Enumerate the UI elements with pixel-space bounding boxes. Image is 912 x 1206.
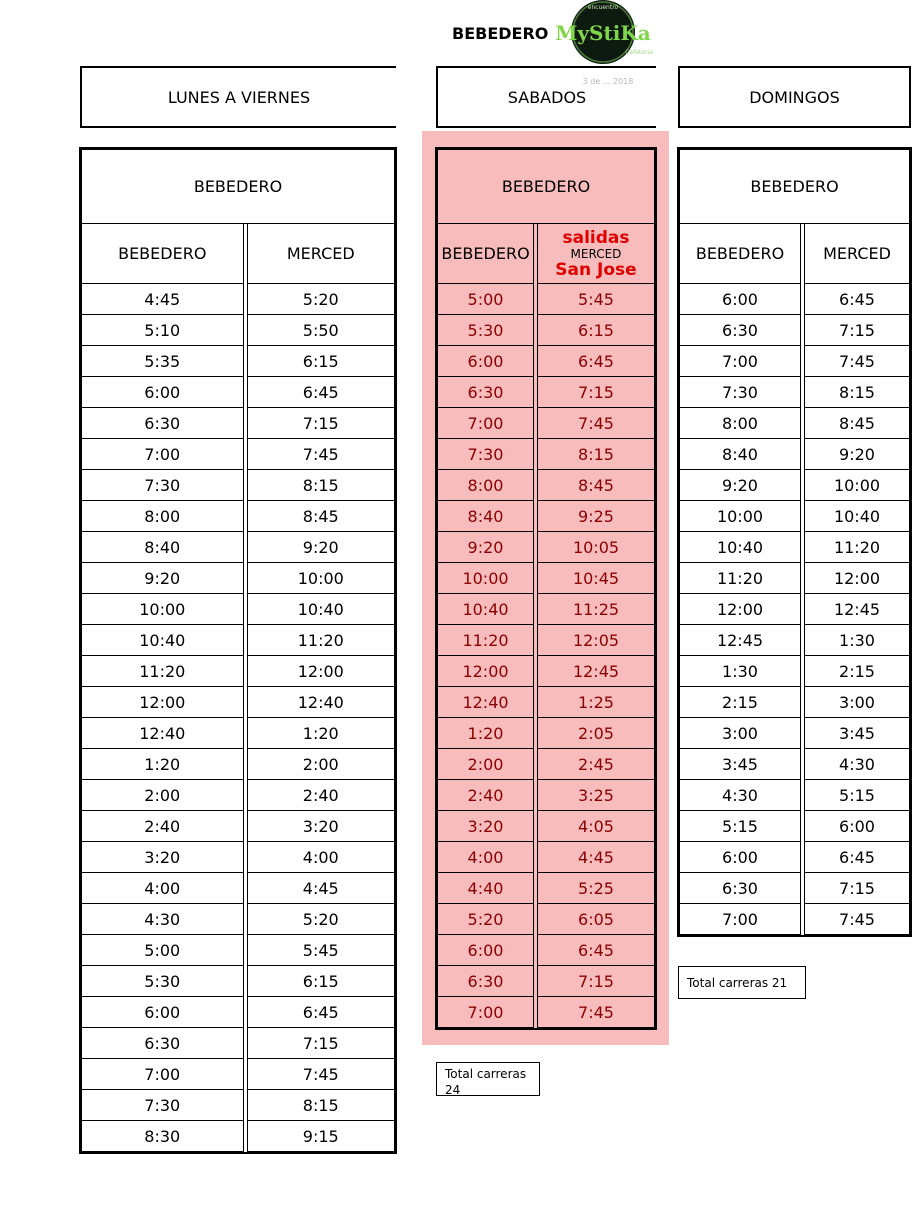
saturday-departure-time: 12:00 [438,656,534,687]
sunday-departure-time: 8:00 [680,408,801,439]
logo-top-text: encuentro [587,4,619,11]
weekdays-merced-time: 11:20 [247,625,394,656]
saturday-col1-header: BEBEDERO [438,224,534,284]
sunday-departure-time: 6:30 [680,315,801,346]
weekdays-rows [82,284,395,1152]
table-row [438,935,655,966]
table-row [680,811,910,842]
table-row [680,470,910,501]
saturday-merced-time: 2:05 [538,718,655,749]
sunday-departure-time: 11:20 [680,563,801,594]
saturday-rows [438,284,655,1028]
sunday-departure-time: 12:00 [680,594,801,625]
weekdays-departure-time: 3:20 [82,842,244,873]
table-row [680,439,910,470]
weekdays-departure-time: 2:40 [82,811,244,842]
sunday-merced-time: 9:20 [805,439,910,470]
table-row [82,811,395,842]
sunday-merced-time: 6:45 [805,842,910,873]
saturday-merced-time: 4:05 [538,811,655,842]
table-row [82,625,395,656]
table-row [680,780,910,811]
weekdays-departure-time: 6:00 [82,997,244,1028]
table-row [680,873,910,904]
sunday-header: DOMINGOS [678,66,911,128]
saturday-merced-time: 5:45 [538,284,655,315]
table-row [82,470,395,501]
sunday-merced-time: 4:30 [805,749,910,780]
table-row [438,315,655,346]
table-row [82,563,395,594]
table-row [680,749,910,780]
table-row [438,532,655,563]
weekdays-departure-time: 5:35 [82,346,244,377]
weekdays-departure-time: 9:20 [82,563,244,594]
saturday-merced-time: 8:45 [538,470,655,501]
sunday-col2-header: MERCED [805,224,910,284]
table-row [438,346,655,377]
table-row [680,563,910,594]
sunday-rows [680,284,910,935]
weekdays-departure-time: 10:40 [82,625,244,656]
saturday-departure-time: 8:00 [438,470,534,501]
weekdays-merced-time: 5:45 [247,935,394,966]
saturday-departure-time: 7:00 [438,408,534,439]
weekdays-merced-time: 8:15 [247,470,394,501]
sunday-departure-time: 6:00 [680,284,801,315]
table-row [82,346,395,377]
weekdays-merced-time: 12:40 [247,687,394,718]
weekdays-departure-time: 12:00 [82,687,244,718]
table-row [82,687,395,718]
sunday-departure-time: 10:40 [680,532,801,563]
weekdays-merced-time: 8:45 [247,501,394,532]
sunday-merced-time: 10:40 [805,501,910,532]
table-row [82,1090,395,1121]
sunday-departure-time: 7:30 [680,377,801,408]
weekdays-merced-time: 2:00 [247,749,394,780]
table-row [680,904,910,935]
weekdays-departure-time: 8:30 [82,1121,244,1152]
weekdays-departure-time: 5:30 [82,966,244,997]
weekdays-departure-time: 7:30 [82,470,244,501]
table-row [82,780,395,811]
table-row [438,842,655,873]
sunday-departure-time: 3:45 [680,749,801,780]
table-row [680,284,910,315]
saturday-departure-time: 6:30 [438,377,534,408]
sunday-merced-time: 8:15 [805,377,910,408]
saturday-merced-label: MERCED [570,246,622,261]
table-row [82,284,395,315]
table-row [82,377,395,408]
weekdays-departure-time: 4:30 [82,904,244,935]
table-row [438,594,655,625]
saturday-merced-time: 6:15 [538,315,655,346]
saturday-departure-time: 2:40 [438,780,534,811]
weekdays-departure-time: 7:30 [82,1090,244,1121]
saturday-departure-time: 2:00 [438,749,534,780]
weekdays-merced-time: 6:15 [247,966,394,997]
saturday-departure-time: 8:40 [438,501,534,532]
saturday-merced-time: 4:45 [538,842,655,873]
page-title: BEBEDERO [452,24,549,43]
sunday-merced-time: 12:45 [805,594,910,625]
saturday-merced-time: 12:05 [538,625,655,656]
table-row [438,873,655,904]
weekdays-departure-time: 11:20 [82,656,244,687]
table-row [438,687,655,718]
weekdays-merced-time: 6:45 [247,997,394,1028]
weekdays-merced-time: 9:15 [247,1121,394,1152]
table-row [438,904,655,935]
weekdays-merced-time: 7:15 [247,1028,394,1059]
saturday-merced-time: 7:15 [538,966,655,997]
weekdays-departure-time: 10:00 [82,594,244,625]
saturday-subheader: BEBEDERO [438,150,655,224]
table-row [680,718,910,749]
saturday-merced-time: 11:25 [538,594,655,625]
table-row [680,656,910,687]
sunday-merced-time: 5:15 [805,780,910,811]
weekdays-subheader: BEBEDERO [82,150,395,224]
weekdays-departure-time: 6:00 [82,377,244,408]
sunday-departure-time: 6:00 [680,842,801,873]
saturday-merced-time: 8:15 [538,439,655,470]
table-row [680,532,910,563]
table-row [438,439,655,470]
table-row [82,718,395,749]
table-row [82,501,395,532]
sunday-departure-time: 4:30 [680,780,801,811]
saturday-merced-time: 7:45 [538,997,655,1028]
table-row [680,501,910,532]
weekdays-col1-header: BEBEDERO [82,224,244,284]
sunday-departure-time: 1:30 [680,656,801,687]
sunday-merced-time: 12:00 [805,563,910,594]
table-row [438,749,655,780]
table-row [82,842,395,873]
sunday-subheader: BEBEDERO [680,150,910,224]
table-row [438,997,655,1028]
saturday-merced-time: 3:25 [538,780,655,811]
saturday-merced-time: 2:45 [538,749,655,780]
weekdays-merced-time: 6:15 [247,346,394,377]
weekdays-departure-time: 12:40 [82,718,244,749]
sunday-departure-time: 9:20 [680,470,801,501]
table-row [438,501,655,532]
table-row [438,625,655,656]
weekdays-header: LUNES A VIERNES [80,66,396,128]
saturday-merced-time: 7:45 [538,408,655,439]
table-row [680,315,910,346]
weekdays-merced-time: 10:00 [247,563,394,594]
table-row [82,315,395,346]
logo-main-text: MyStiKa [555,21,651,45]
sunday-merced-time: 3:45 [805,718,910,749]
sunday-departure-time: 8:40 [680,439,801,470]
sunday-departure-time: 12:45 [680,625,801,656]
table-row [680,377,910,408]
sunday-merced-time: 8:45 [805,408,910,439]
sunday-merced-time: 6:00 [805,811,910,842]
sunday-departure-time: 7:00 [680,346,801,377]
weekdays-departure-time: 8:00 [82,501,244,532]
weekdays-departure-time: 4:45 [82,284,244,315]
saturday-departure-time: 3:20 [438,811,534,842]
weekdays-merced-time: 8:15 [247,1090,394,1121]
sunday-departure-time: 5:15 [680,811,801,842]
weekdays-col2-header: MERCED [247,224,394,284]
weekdays-merced-time: 3:20 [247,811,394,842]
sunday-merced-time: 10:00 [805,470,910,501]
table-row [438,377,655,408]
saturday-merced-time: 10:05 [538,532,655,563]
table-row [438,966,655,997]
weekdays-departure-time: 5:00 [82,935,244,966]
table-row [680,346,910,377]
sunday-table [679,149,910,935]
sunday-merced-time: 6:45 [805,284,910,315]
weekdays-merced-time: 4:00 [247,842,394,873]
table-row [680,842,910,873]
saturday-departure-time: 11:20 [438,625,534,656]
saturday-table [437,149,655,1028]
table-row [438,656,655,687]
sunday-merced-time: 11:20 [805,532,910,563]
sunday-col1-header: BEBEDERO [680,224,801,284]
saturday-departure-time: 4:00 [438,842,534,873]
table-row [680,408,910,439]
weekdays-departure-time: 4:00 [82,873,244,904]
saturday-departure-time: 9:20 [438,532,534,563]
saturday-merced-time: 5:25 [538,873,655,904]
weekdays-departure-time: 6:30 [82,1028,244,1059]
table-row [438,811,655,842]
table-row [82,594,395,625]
sunday-departure-time: 10:00 [680,501,801,532]
table-row [680,687,910,718]
weekdays-merced-time: 2:40 [247,780,394,811]
logo-bottom-text: 3 de ... 2018 [582,77,634,86]
table-row [82,532,395,563]
table-row [82,904,395,935]
weekdays-departure-time: 2:00 [82,780,244,811]
table-row [82,997,395,1028]
weekdays-merced-time: 5:50 [247,315,394,346]
weekdays-departure-time: 7:00 [82,1059,244,1090]
logo-side-text: Cafeteria [625,49,653,56]
sunday-departure-time: 2:15 [680,687,801,718]
table-row [680,625,910,656]
saturday-header: SABADOS [436,66,656,128]
weekdays-merced-time: 5:20 [247,904,394,935]
weekdays-table [81,149,395,1152]
table-row [438,284,655,315]
saturday-merced-time: 6:45 [538,346,655,377]
sunday-total: Total carreras 21 [678,966,806,999]
san-jose-label: San Jose [555,259,637,280]
table-row [438,718,655,749]
saturday-departure-time: 5:30 [438,315,534,346]
saturday-merced-time: 6:05 [538,904,655,935]
saturday-departure-time: 6:00 [438,346,534,377]
sunday-departure-time: 3:00 [680,718,801,749]
weekdays-merced-time: 7:15 [247,408,394,439]
weekdays-departure-time: 7:00 [82,439,244,470]
saturday-merced-time: 1:25 [538,687,655,718]
table-row [82,966,395,997]
saturday-col2-header [538,224,655,284]
table-row [82,749,395,780]
weekdays-merced-time: 7:45 [247,439,394,470]
weekdays-merced-time: 6:45 [247,377,394,408]
saturday-merced-time: 9:25 [538,501,655,532]
weekdays-merced-time: 9:20 [247,532,394,563]
saturday-departure-time: 10:00 [438,563,534,594]
saturday-departure-time: 12:40 [438,687,534,718]
table-row [82,656,395,687]
sunday-merced-time: 7:45 [805,904,910,935]
weekdays-merced-time: 4:45 [247,873,394,904]
table-row [438,470,655,501]
weekdays-departure-time: 5:10 [82,315,244,346]
salidas-label: salidas [562,227,630,248]
weekdays-departure-time: 1:20 [82,749,244,780]
saturday-merced-time: 6:45 [538,935,655,966]
saturday-merced-time: 10:45 [538,563,655,594]
table-row [82,408,395,439]
saturday-merced-time: 12:45 [538,656,655,687]
sunday-departure-time: 7:00 [680,904,801,935]
table-row [680,594,910,625]
table-row [438,563,655,594]
weekdays-merced-time: 5:20 [247,284,394,315]
weekdays-departure-time: 8:40 [82,532,244,563]
table-row [438,408,655,439]
saturday-total: Total carreras 24 [436,1062,540,1096]
saturday-departure-time: 5:00 [438,284,534,315]
weekdays-merced-time: 1:20 [247,718,394,749]
sunday-merced-time: 7:45 [805,346,910,377]
saturday-departure-time: 10:40 [438,594,534,625]
weekdays-departure-time: 6:30 [82,408,244,439]
weekdays-merced-time: 7:45 [247,1059,394,1090]
sunday-merced-time: 1:30 [805,625,910,656]
table-row [82,439,395,470]
saturday-departure-time: 1:20 [438,718,534,749]
sunday-merced-time: 7:15 [805,873,910,904]
table-row [82,1059,395,1090]
saturday-departure-time: 7:30 [438,439,534,470]
saturday-departure-time: 6:30 [438,966,534,997]
table-row [82,1028,395,1059]
saturday-departure-time: 4:40 [438,873,534,904]
table-row [82,935,395,966]
sunday-merced-time: 3:00 [805,687,910,718]
table-row [438,780,655,811]
sunday-merced-time: 7:15 [805,315,910,346]
saturday-departure-time: 7:00 [438,997,534,1028]
table-row [82,1121,395,1152]
saturday-merced-time: 7:15 [538,377,655,408]
table-row [82,873,395,904]
sunday-departure-time: 6:30 [680,873,801,904]
saturday-departure-time: 6:00 [438,935,534,966]
weekdays-merced-time: 12:00 [247,656,394,687]
saturday-departure-time: 5:20 [438,904,534,935]
weekdays-merced-time: 10:40 [247,594,394,625]
sunday-merced-time: 2:15 [805,656,910,687]
